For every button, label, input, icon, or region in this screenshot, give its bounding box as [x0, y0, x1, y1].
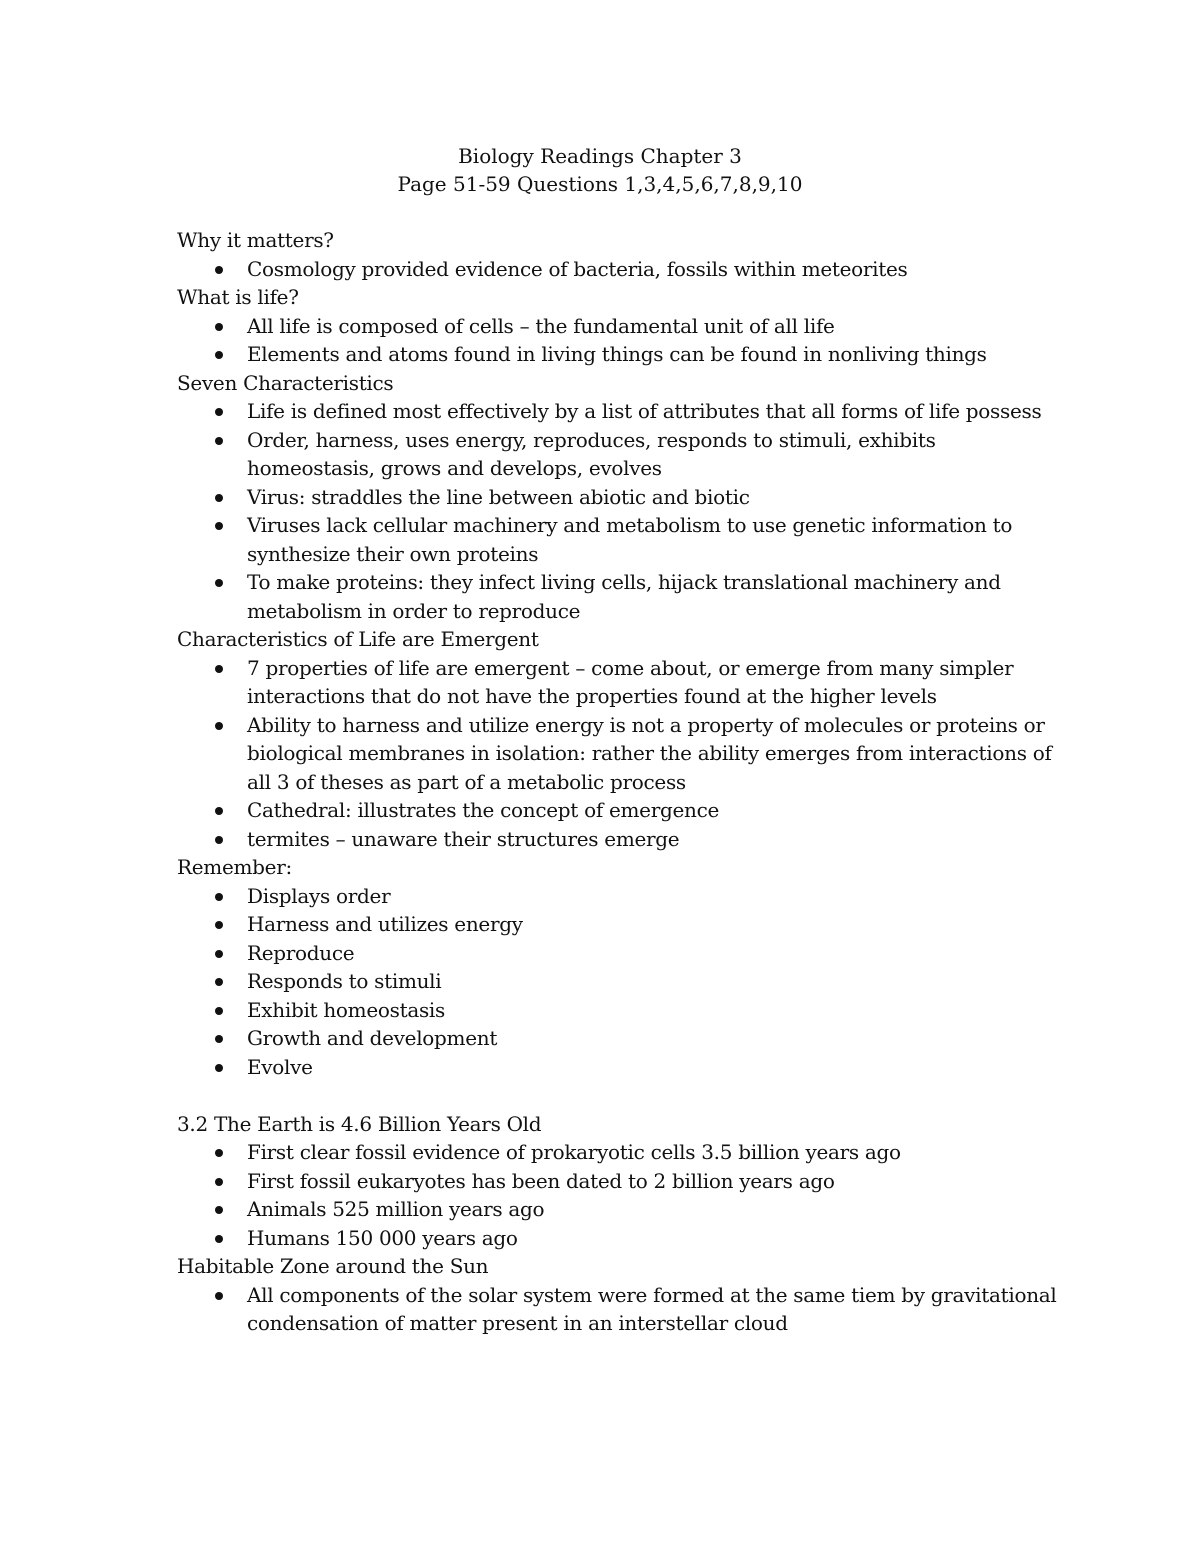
- list-item: [177, 939, 1057, 968]
- list-item: [177, 397, 1057, 426]
- bullet-icon: [215, 266, 223, 274]
- list-item-text: First clear fossil evidence of prokaryotic cells 3.5 billion years ago: [247, 1140, 901, 1164]
- list-item-text: Evolve: [247, 1054, 313, 1079]
- list-item-text: Elements and atoms found in living things can be found in nonliving things: [247, 342, 987, 366]
- list-item-text: Ability to harness and utilize energy is not a property of molecules or proteins or biological membranes in isolation: rather the ability emerges from interactions of all 3 of theses as part of a metabolic process: [247, 712, 1052, 794]
- bullet-icon: [215, 323, 223, 331]
- list-item-text: Displays order: [247, 883, 391, 908]
- list-item-text: All components of the solar system were formed at the same tiem by gravitational condensation of matter present in an interstellar cloud: [247, 1282, 1057, 1335]
- list-item: [177, 711, 1057, 797]
- list-item-text: Virus: straddles the line between abiotic and biotic: [247, 484, 750, 509]
- bullet-icon: [215, 1035, 223, 1043]
- list-item-text: Reproduce: [247, 940, 355, 965]
- bullet-icon: [215, 579, 223, 587]
- bullet-icon: [215, 978, 223, 986]
- bullet-list: [177, 654, 1057, 854]
- section-heading: What is life?: [177, 285, 299, 309]
- list-item-text: Cathedral: illustrates the concept of emergence: [247, 798, 720, 822]
- list-item-text: termites – unaware their structures emerge: [247, 826, 680, 851]
- list-item-text: 7 properties of life are emergent – come about, or emerge from many simpler interactions that do not have the properties found at the higher levels: [247, 655, 1014, 708]
- list-item: [177, 1053, 1057, 1082]
- bullet-icon: [215, 351, 223, 359]
- list-item: [177, 426, 1057, 483]
- list-item-text: Life is defined most effectively by a list of attributes that all forms of life possess: [247, 399, 1042, 423]
- list-item-text: Cosmology provided evidence of bacteria, fossils within meteorites: [247, 256, 908, 281]
- bullet-icon: [215, 494, 223, 502]
- list-item: [177, 1138, 1057, 1167]
- list-item-text: Humans 150 000 years ago: [247, 1225, 518, 1250]
- section-heading: Why it matters?: [177, 228, 334, 252]
- bullet-icon: [215, 1007, 223, 1015]
- list-item: [177, 483, 1057, 512]
- list-item: [177, 312, 1057, 341]
- bullet-icon: [215, 1178, 223, 1186]
- bullet-list: [177, 397, 1057, 625]
- list-item-text: Viruses lack cellular machinery and metabolism to use genetic information to synthesize their own proteins: [247, 513, 1013, 566]
- list-item-text: Animals 525 million years ago: [247, 1197, 545, 1221]
- section-spacer: [177, 1081, 1057, 1110]
- list-item-text: All life is composed of cells – the fundamental unit of all life: [247, 313, 835, 338]
- list-item: [177, 796, 1057, 825]
- list-item-text: Harness and utilizes energy: [247, 912, 523, 936]
- bullet-icon: [215, 665, 223, 673]
- list-item-text: To make proteins: they infect living cells, hijack translational machinery and metabolism in order to reproduce: [247, 570, 1001, 623]
- bullet-icon: [215, 807, 223, 815]
- bullet-icon: [215, 522, 223, 530]
- list-item-text: Responds to stimuli: [247, 969, 442, 993]
- bullet-icon: [215, 437, 223, 445]
- list-item: [177, 1167, 1057, 1196]
- list-item: [177, 967, 1057, 996]
- bullet-list: [177, 1138, 1057, 1252]
- list-item-text: Order, harness, uses energy, reproduces, responds to stimuli, exhibits homeostasis, grows and develops, evolves: [247, 427, 936, 480]
- section-heading: 3.2 The Earth is 4.6 Billion Years Old: [177, 1111, 542, 1136]
- bullet-icon: [215, 893, 223, 901]
- list-item: [177, 568, 1057, 625]
- list-item-text: Exhibit homeostasis: [247, 997, 445, 1022]
- section-heading: Characteristics of Life are Emergent: [177, 627, 539, 651]
- section-heading: Seven Characteristics: [177, 370, 394, 395]
- list-item: [177, 654, 1057, 711]
- list-item: [177, 340, 1057, 369]
- bullet-icon: [215, 1292, 223, 1300]
- list-item: [177, 1224, 1057, 1253]
- list-item: [177, 255, 1057, 284]
- bullet-list: [177, 312, 1057, 369]
- bullet-icon: [215, 950, 223, 958]
- list-item: [177, 511, 1057, 568]
- list-item: [177, 996, 1057, 1025]
- bullet-icon: [215, 836, 223, 844]
- bullet-icon: [215, 1206, 223, 1214]
- title-line-1: Biology Readings Chapter 3: [458, 144, 742, 168]
- bullet-icon: [215, 1235, 223, 1243]
- section-heading: Remember:: [177, 855, 292, 879]
- bullet-icon: [215, 1064, 223, 1072]
- bullet-list: [177, 1281, 1057, 1338]
- list-item: [177, 1281, 1057, 1338]
- bullet-icon: [215, 722, 223, 730]
- bullet-list: [177, 255, 1057, 284]
- list-item-text: Growth and development: [247, 1026, 498, 1050]
- bullet-icon: [215, 408, 223, 416]
- document-title: [0, 142, 1200, 198]
- bullet-list: [177, 882, 1057, 1082]
- list-item: [177, 1195, 1057, 1224]
- list-item: [177, 910, 1057, 939]
- section-heading: Habitable Zone around the Sun: [177, 1254, 489, 1278]
- list-item: [177, 825, 1057, 854]
- title-line-2: Page 51-59 Questions 1,3,4,5,6,7,8,9,10: [397, 172, 803, 196]
- list-item: [177, 882, 1057, 911]
- bullet-icon: [215, 921, 223, 929]
- document-body: [177, 226, 1057, 1338]
- list-item: [177, 1024, 1057, 1053]
- list-item-text: First fossil eukaryotes has been dated to 2 billion years ago: [247, 1168, 835, 1193]
- bullet-icon: [215, 1149, 223, 1157]
